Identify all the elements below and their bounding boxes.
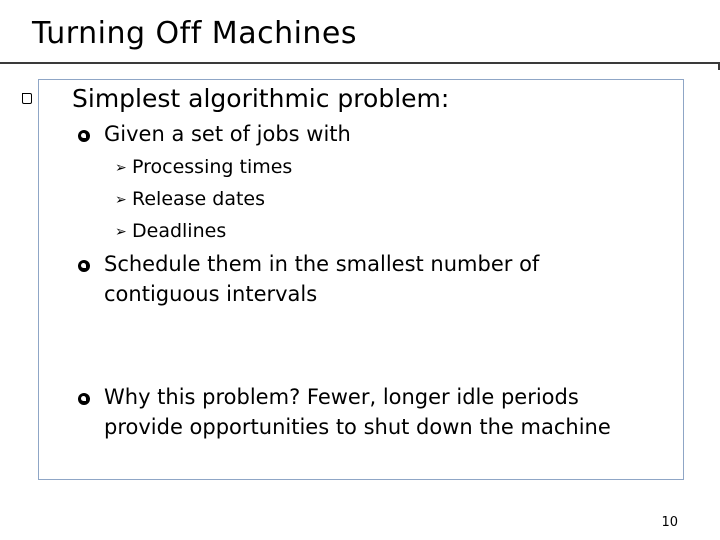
round-bullet-icon [78,393,90,405]
why-text-line2: provide opportunities to shut down the machine [104,415,611,439]
round-bullet-icon [78,130,90,142]
given-text: Given a set of jobs with [104,122,351,146]
sub-item-release: Release dates [132,188,266,210]
schedule-text-line2: contiguous intervals [104,282,318,306]
slide-title: Turning Off Machines [32,16,358,51]
schedule-text-line1: Schedule them in the smallest number of [104,252,540,276]
square-bullet-icon [22,93,32,104]
arrow-bullet-icon: ➢ [115,192,127,208]
main-bullet-text: Simplest algorithmic problem: [72,84,450,113]
title-divider [0,62,720,64]
arrow-bullet-icon: ➢ [115,224,127,240]
arrow-bullet-icon: ➢ [115,160,127,176]
round-bullet-icon [78,260,90,272]
page-number: 10 [661,515,678,530]
sub-item-deadlines: Deadlines [132,220,227,242]
why-text-line1: Why this problem? Fewer, longer idle periods [104,385,579,409]
sub-item-processing: Processing times [132,156,293,178]
